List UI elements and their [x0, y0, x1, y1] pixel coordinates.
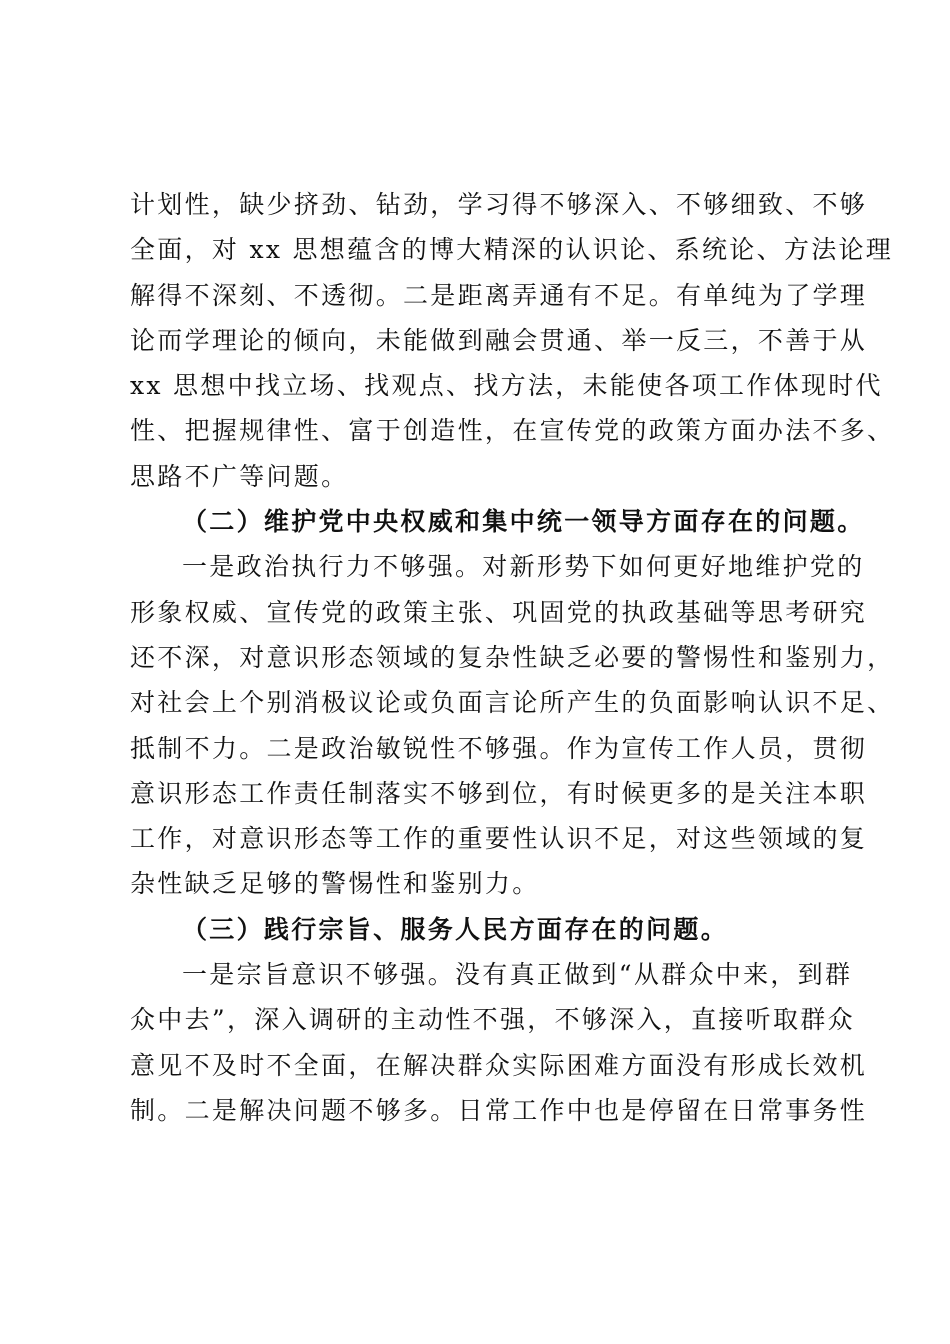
section-heading-2: （二）维护党中央权威和集中统一领导方面存在的问题。 — [182, 507, 865, 537]
text-line: 制。二是解决问题不够多。日常工作中也是停留在日常事务性 — [130, 1095, 868, 1125]
text-line: 意识形态工作责任制落实不够到位，有时候更多的是关注本职 — [130, 778, 868, 808]
text-line: 还不深，对意识形态领域的复杂性缺乏必要的警惕性和鉴别力， — [130, 642, 895, 672]
text-line: xx 思想中找立场、找观点、找方法，未能使各项工作体现时代 — [130, 371, 883, 401]
body-text — [130, 182, 895, 1133]
text-line: 思路不广等问题。 — [130, 461, 349, 491]
text-line: 论而学理论的倾向，未能做到融会贯通、举一反三，不善于从 — [130, 325, 868, 355]
text-line: 工作，对意识形态等工作的重要性认识不足，对这些领域的复 — [130, 824, 868, 854]
text-line: 解得不深刻、不透彻。二是距离弄通有不足。有单纯为了学理 — [130, 280, 868, 310]
text-line: 计划性，缺少挤劲、钻劲，学习得不够深入、不够细致、不够 — [130, 190, 868, 219]
paragraph-first-line: 一是宗旨意识不够强。没有真正做到“从群众中来，到群 — [182, 960, 853, 990]
paragraph-first-line: 一是政治执行力不够强。对新形势下如何更好地维护党的 — [182, 552, 865, 582]
text-line: 众中去”，深入调研的主动性不强，不够深入，直接听取群众 — [130, 1005, 855, 1035]
text-line: 性、把握规律性、富于创造性，在宣传党的政策方面办法不多、 — [130, 416, 895, 446]
section-heading-3: （三）践行宗旨、服务人民方面存在的问题。 — [182, 914, 729, 944]
text-line: 意见不及时不全面，在解决群众实际困难方面没有形成长效机 — [130, 1050, 868, 1080]
text-line: 抵制不力。二是政治敏锐性不够强。作为宣传工作人员，贯彻 — [130, 733, 868, 763]
text-line: 形象权威、宣传党的政策主张、巩固党的执政基础等思考研究 — [130, 597, 868, 627]
text-line: 全面，对 xx 思想蕴含的博大精深的认识论、系统论、方法论理 — [130, 235, 894, 265]
text-line: 杂性缺乏足够的警惕性和鉴别力。 — [130, 869, 540, 899]
text-line: 对社会上个别消极议论或负面言论所产生的负面影响认识不足、 — [130, 688, 895, 718]
